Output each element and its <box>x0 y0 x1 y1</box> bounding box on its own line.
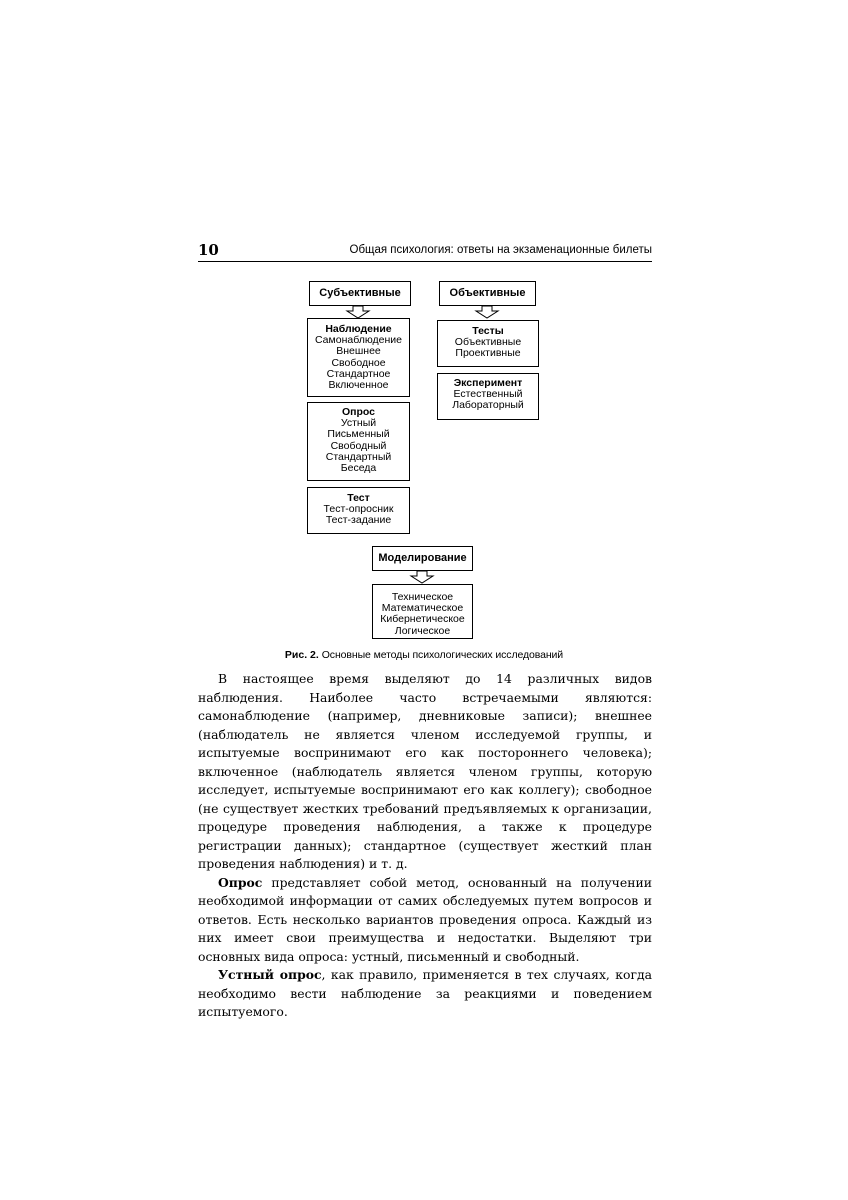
tests-box <box>437 320 539 367</box>
experiment-box <box>437 373 539 420</box>
group-item: Самонаблюдение <box>314 334 403 347</box>
paragraph-text: , как правило, применяется в тех случаях, когда необходимо вести наблюдение за реакциями и поведением испытуемого. <box>198 967 652 1019</box>
group-item: Математическое <box>381 602 464 615</box>
arrow-down-icon <box>476 306 498 318</box>
subjective-category-box <box>309 281 411 306</box>
group-title: Эксперимент <box>453 377 523 389</box>
group-title: Тест <box>347 492 370 504</box>
group-item: Включенное <box>328 379 389 392</box>
paragraph <box>198 670 652 874</box>
page-number: 10 <box>198 241 219 259</box>
survey-box <box>307 402 410 481</box>
group-item: Проективные <box>455 347 521 360</box>
caption-text: Основные методы психологических исследований <box>321 649 564 661</box>
arrow-down-icon <box>347 306 369 318</box>
group-item: Стандартное <box>326 367 391 380</box>
group-item: Объективные <box>454 336 522 349</box>
group-item: Устный <box>340 417 377 430</box>
group-item: Свободный <box>330 439 387 452</box>
test-box <box>307 487 410 534</box>
group-item: Тест-задание <box>325 514 392 527</box>
arrow-down-icon <box>411 571 433 583</box>
paragraph <box>198 874 652 967</box>
paragraph <box>198 966 652 1022</box>
caption-label: Рис. 2. <box>284 649 319 661</box>
body-text <box>198 670 652 1022</box>
group-item: Техническое <box>391 591 454 603</box>
group-title: Опрос <box>341 406 376 418</box>
subjective-title: Субъективные <box>319 286 401 299</box>
running-title: Общая психология: ответы на экзаменационные билеты <box>349 244 652 256</box>
group-item: Логическое <box>394 624 451 637</box>
group-item: Кибернетическое <box>380 613 465 626</box>
modeling-title: Моделирование <box>378 551 467 564</box>
objective-category-box <box>439 281 536 306</box>
group-title: Наблюдение <box>325 323 392 335</box>
figure-caption <box>0 649 848 661</box>
term: Устный опрос <box>218 967 322 982</box>
modeling-items-box <box>372 584 473 639</box>
observation-box <box>307 318 410 397</box>
group-item: Естественный <box>453 388 523 401</box>
term: Опрос <box>218 874 263 890</box>
group-item: Беседа <box>340 462 377 475</box>
group-item: Стандартный <box>325 450 392 463</box>
paragraph-text: представляет собой метод, основанный на получении необходимой информации от самих обследуемых путем вопросов и ответов. Есть несколько вариантов проведения опроса. Каждый из них имеет свои преимущества и недостатки. Выделяют три основных вида опроса: устный, письменный и свободный. <box>198 874 652 964</box>
objective-title: Объективные <box>449 286 526 299</box>
group-item: Письменный <box>327 428 390 441</box>
group-item: Свободное <box>331 356 386 369</box>
group-item: Внешнее <box>336 345 381 358</box>
group-item: Лабораторный <box>452 399 524 412</box>
group-title: Тесты <box>472 325 504 337</box>
paragraph-text: В настоящее время выделяют до 14 различных видов наблюдения. Наиболее часто встречаемыми являются: самонаблюдение (например, дневниковые записи); внешнее (наблюдатель не является членом исследуемой группы, и испытуемые воспринимают его как постороннего человека); включенное (наблюдатель является членом группы, которую исследует, испытуемые воспринимают его как коллегу); свободное (не существует жестких требований предъявляемых к организации, процедуре проведения наблюдения, а также к процедуре регистрации данных); стандартное (существует жесткий план проведения наблюдения) и т. д. <box>198 671 652 871</box>
group-item: Тест-опросник <box>323 503 394 516</box>
modeling-category-box <box>372 546 473 571</box>
